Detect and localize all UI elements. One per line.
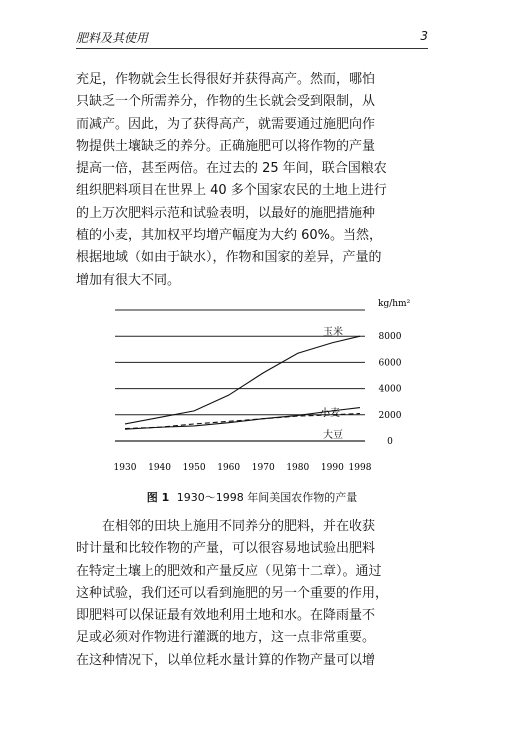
text-line: 在相邻的田块上施用不同养分的肥料，并在收获 [102, 519, 376, 534]
x-tick-label: 1998 [348, 463, 372, 473]
x-tick-label: 1970 [251, 463, 275, 473]
text-line: 根据地域（如由于缺水），作物和国家的差异，产量的 [76, 250, 382, 266]
text-line: 植的小麦，其加权平均增产幅度为大约 60%。当然， [76, 228, 383, 244]
figure-caption [76, 489, 428, 505]
y-tick-label: 4000 [378, 384, 402, 395]
y-tick-label: 8000 [378, 332, 402, 343]
x-tick-label: 1980 [286, 463, 310, 473]
text-line: 足或必须对作物进行灌溉的地方，这一点非常重要。 [76, 630, 376, 646]
paragraph-2 [76, 516, 428, 672]
page-number: 3 [420, 29, 428, 43]
series-lines [125, 325, 360, 441]
unit-label: kg/hm² [378, 299, 411, 309]
x-tick-label: 1950 [182, 463, 206, 473]
text-line: 这种试验，我们还可以看到施肥的另一个重要的作用， [76, 585, 389, 601]
x-tick-label: 1960 [217, 463, 241, 473]
tick-labels [114, 332, 402, 473]
y-tick-label: 6000 [378, 358, 402, 369]
running-header [76, 28, 428, 49]
text-line: 即肥料可以保证最有效地利用土地和水。在降雨量不 [76, 608, 376, 624]
y-tick-label: 0 [387, 437, 393, 447]
text-line: 而减产。因此，为了获得高产，就需要通过施肥向作 [76, 116, 376, 132]
text-line: 增加有很大不同。 [76, 272, 181, 288]
text-line: 时计量和比较作物的产量，可以很容易地试验出肥料 [76, 541, 376, 557]
text-line: 在特定土壤上的肥效和产量反应（见第十二章）。通过 [76, 563, 382, 579]
text-line: 的上万次肥料示范和试验表明，以最好的施肥措施种 [76, 205, 376, 221]
y-tick-label: 2000 [378, 410, 402, 421]
paragraph-1 [76, 69, 428, 292]
figure-caption-text: 1930～1998 年间美国农作物的产量 [176, 491, 358, 504]
text-line: 组织肥料项目在世界上 40 多个国家农民的土地上进行 [76, 183, 387, 199]
series-label: 大豆 [323, 430, 343, 441]
text-line: 在这种情况下，以单位耗水量计算的作物产量可以增 [76, 652, 376, 668]
crop-yield-chart [110, 290, 420, 482]
x-tick-label: 1940 [148, 463, 172, 473]
figure-label: 图 1 [146, 491, 170, 504]
text-line: 充足，作物就会生长得很好并获得高产。然而，哪怕 [76, 72, 376, 87]
series-label: 玉米 [323, 327, 343, 338]
series-label: 小麦 [320, 408, 340, 419]
x-tick-label: 1930 [113, 463, 137, 473]
text-line: 提高一倍，甚至两倍。在过去的 25 年间，联合国粮农 [76, 161, 387, 177]
text-line: 只缺乏一个所需养分，作物的生长就会受到限制，从 [76, 94, 376, 110]
x-tick-label: 1990 [320, 463, 344, 473]
book-title: 肥料及其使用 [76, 31, 149, 45]
text-line: 物提供土壤缺乏的养分。正确施肥可以将作物的产量 [76, 138, 376, 154]
